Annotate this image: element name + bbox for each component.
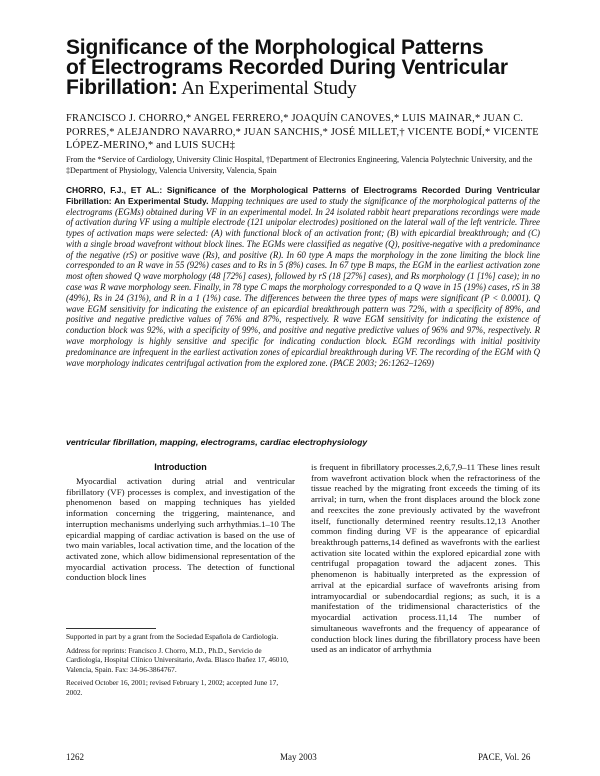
intro-paragraph-left: Myocardial activation during atrial and ventricular fibrillatory (VF) processes is complex, and investigation of the phenomenon based on mapping techniques has yielded information concerning the triggering, maintenance, and interruption mechanisms underlying such arrhythmias.1–10 The epicardial mapping of cardiac activation is based on the use of two main variables, local activation time, and the location of the activated zone, which allow bidimensional representation of the myocardial activation process. The detection of functional conduction block lines	[66, 476, 295, 583]
author-list: FRANCISCO J. CHORRO,* ANGEL FERRERO,* JOAQUÍN CANOVES,* LUIS MAINAR,* JUAN C. PORRES,* ALEJANDRO NAVARRO,* JUAN SANCHIS,* JOSÉ MILLET,† VICENTE BODÍ,* VICENTE LÓPEZ-MERINO,* and LUIS SUCH‡	[66, 113, 539, 152]
footnote-received: Received October 16, 2001; revised February 1, 2002; accepted June 17, 2002.	[66, 678, 279, 697]
section-heading-introduction: Introduction	[154, 462, 207, 472]
article-title	[66, 38, 536, 99]
keywords: ventricular fibrillation, mapping, electrograms, cardiac electrophysiology	[66, 437, 368, 447]
journal-volume: PACE, Vol. 26	[478, 752, 531, 762]
title-line-2: of Electrograms Recorded During Ventricular	[66, 56, 508, 79]
intro-paragraph-right: is frequent in fibrillatory processes.2,6,7,9–11 These lines result from wavefront activation block when the refractoriness of the tissue reached by the migrating front exceeds the timing of its arrival; in turn, when the front displaces around the block zone and reexcites the zone previously activated by the wavefront itself, functionally determined reentry results.12,13 Another common finding during VF is the appearance of epicardial breakthrough patterns,14 defined as wavefronts with the earliest activation site located within the explored epicardial zone with centrifugal propagation toward the adjacent zones. This phenomenon is habitually interpreted as the expression of arrival at the epicardial surface of wavefronts arising from intramyocardial or subendocardial regions; as such, it is a manifestation of the tridimensional characteristics of the myocardial activation process.11,14 The number of simultaneous wavefronts and the frequency of appearance of conduction block lines during the fibrillatory process have been used as an indicator of arrhythmia	[311, 462, 540, 655]
abstract	[66, 185, 540, 368]
footnote-address: Address for reprints: Francisco J. Chorro, M.D., Ph.D., Servicio de Cardiología, Hospital Clínico Universitario, Avda. Blasco Ibañez 17, 46010, Valencia, Spain. Fax: 34-96-3864767.	[66, 645, 289, 674]
affiliations: From the *Service of Cardiology, University Clinic Hospital, †Department of Electronics Engineering, Valencia Polytechnic University, and the ‡Department of Physiology, Valencia University, Valencia, Spain	[66, 155, 533, 175]
abstract-body: Mapping techniques are used to study the significance of the morphological patterns of the electrograms (EGMs) obtained during VF in an experimental model. In 24 isolated rabbit heart preparations recordings were made of activation during VF using a multiple electrode (121 unipolar electrodes) positioned on the lateral wall of the left ventricle. Three types of activation maps were selected: (A) with functional block of an activation front; (B) with epicardial breakthrough; and (C) with a single broad wavefront without block lines. The EGMs were classified as negative (Q), positive-negative with a predominance of the negative (rS) or positive wave (Rs), and positive (R). In 60 type A maps the morphology in the zone limiting the block line corresponded to an R wave in 55 (92%) cases and to Rs in 5 (8%) cases. In 67 type B maps, the EGM in the earliest activation zone most often showed Q wave morphology (48 [72%] cases), followed by rS (18 [27%] cases), and Rs morphology (1 [1%] case); in no case was R wave morphology seen. Finally, in 78 type C maps the morphology corresponded to a Q wave in 15 (19%) cases, rS in 38 (49%), Rs in 24 (31%), and R in a 1 (1%) case. The differences between the three types of maps were significant (P < 0.0001). Q wave EGM sensitivity for indicating the existence of an epicardial breakthrough pattern was 72%, with a specificity of 89%, and positive and negative predictive values of 76% and 87%, respectively. R wave EGM sensitivity for indicating the existence of conduction block was 92%, with a specificity of 99%, and positive and negative predictive values of 96% and 97%, respectively. R wave morphology is highly sensitive and specific for indicating conduction block. EGM recordings with initial positivity predominance are infrequent in the earliest activation zones of epicardial breakthrough during VF. The recording of the EGM with Q wave morphology indicates centrifugal activation from the explored zone. (PACE 2003; 26:1262–1269)	[66, 195, 540, 368]
title-subtitle: An Experimental Study	[177, 78, 357, 99]
footnotes	[66, 632, 295, 702]
title-line-1: Significance of the Morphological Patterns	[66, 36, 484, 59]
footnote-support: Supported in part by a grant from the Sociedad Española de Cardiología.	[66, 632, 279, 641]
issue-date: May 2003	[280, 752, 317, 762]
footnote-divider	[66, 628, 156, 629]
abstract-citation-lead: CHORRO, F.J., ET AL.: Significance of the Morphological Patterns of Electrograms Recorded During Ventricular Fibrillation: An Experimental Study.	[66, 185, 540, 206]
title-line-3-bold: Fibrillation:	[66, 76, 178, 99]
right-column	[311, 462, 540, 655]
left-column	[66, 462, 295, 583]
page-number: 1262	[66, 752, 84, 762]
